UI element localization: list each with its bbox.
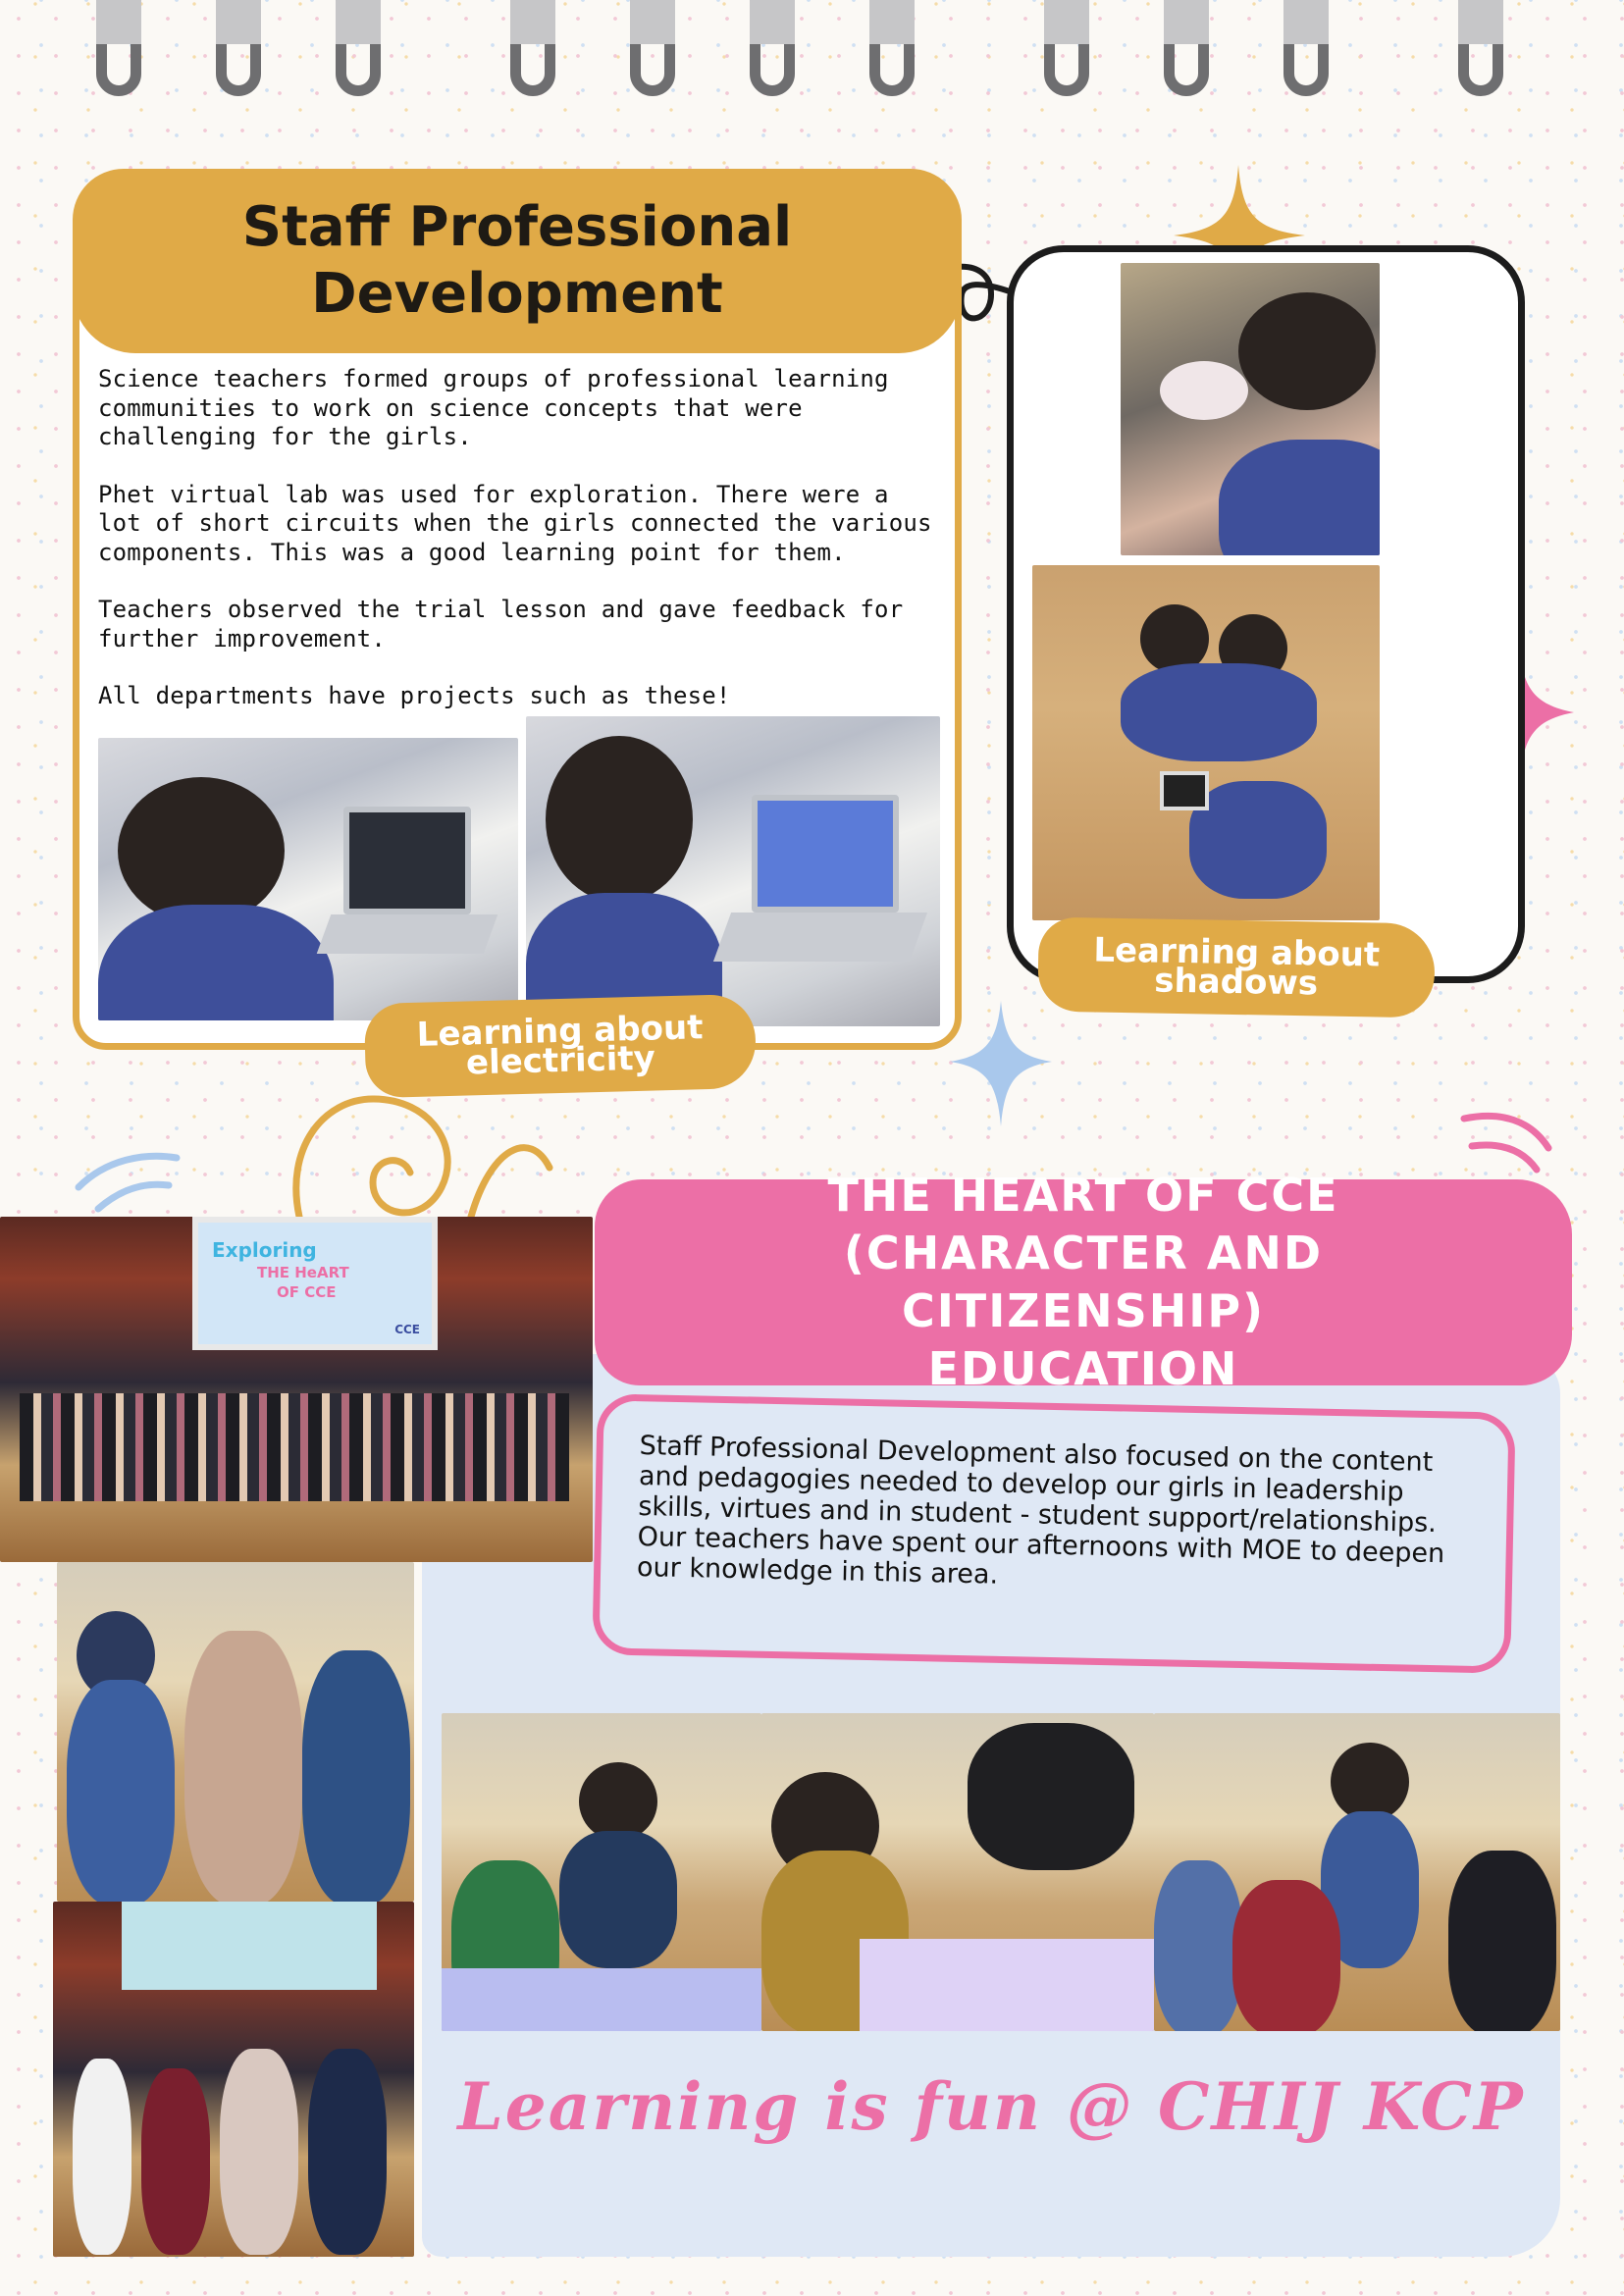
shadows-label-text: Learning about shadows bbox=[1093, 930, 1381, 1004]
student-uniform bbox=[1189, 781, 1327, 899]
student-hair bbox=[118, 777, 285, 924]
screen-text: THE HeART bbox=[257, 1264, 349, 1281]
staff-pd-paragraph: Teachers observed the trial lesson and gave feedback for further improvement. bbox=[98, 596, 904, 652]
staff-pd-text bbox=[98, 365, 942, 740]
staff-pd-header bbox=[73, 169, 962, 353]
shadows-label bbox=[1037, 916, 1436, 1018]
teacher-figure bbox=[184, 1631, 302, 1902]
blue-sparkle-icon bbox=[950, 1001, 1052, 1126]
teacher-figure bbox=[559, 1831, 677, 1968]
footer-tagline: Learning is fun @ CHIJ KCP bbox=[457, 2068, 1525, 2145]
cce-workshop-photo-2 bbox=[761, 1713, 1154, 2031]
cce-workshop-photo-3 bbox=[1154, 1713, 1560, 2031]
teacher-figure bbox=[1154, 1860, 1242, 2031]
teacher-figure bbox=[73, 2059, 131, 2255]
cce-activity-photo-2 bbox=[53, 1902, 414, 2257]
teacher-figure bbox=[141, 2068, 210, 2255]
teacher-head bbox=[1331, 1743, 1409, 1821]
cce-activity-photo-1 bbox=[57, 1562, 414, 1902]
gold-swirl-icon bbox=[296, 1099, 447, 1217]
teacher-figure bbox=[1448, 1851, 1556, 2031]
teacher-figure bbox=[968, 1723, 1134, 1870]
staff-pd-paragraph: Science teachers formed groups of professional learning communities to work on science concepts that were challenging for the girls. bbox=[98, 365, 889, 450]
laptop-screen bbox=[343, 807, 471, 914]
student-hair bbox=[546, 736, 693, 903]
staff-pd-title: Staff Professional Development bbox=[241, 195, 793, 326]
teacher-head bbox=[579, 1762, 657, 1841]
cce-body-text: Staff Professional Development also focused on the content and pedagogies needed to develop our girls in leadership skills, virtues and in student - student support/relationships. Our teachers have spent our afternoons with MOE to deepen our knowledge in this area. bbox=[636, 1431, 1445, 1591]
laptop-screen bbox=[752, 795, 899, 913]
motion-mark-icon bbox=[1472, 1145, 1537, 1170]
cce-header bbox=[595, 1169, 1572, 1395]
teacher-figure bbox=[308, 2049, 387, 2255]
table bbox=[442, 1968, 761, 2031]
cce-hall-photo bbox=[0, 1217, 593, 1562]
screen-logo: CCE bbox=[394, 1323, 420, 1336]
teacher-figure bbox=[67, 1680, 175, 1902]
electricity-photo-1 bbox=[98, 738, 518, 1020]
laptop-base bbox=[713, 913, 927, 962]
laptop-base bbox=[317, 914, 498, 954]
shadows-photo-1 bbox=[1121, 263, 1380, 555]
electricity-photo-2 bbox=[526, 716, 940, 1026]
projector-screen bbox=[122, 1902, 377, 1990]
student-uniform bbox=[1121, 663, 1317, 761]
cce-workshop-photo-1 bbox=[442, 1713, 761, 2031]
student-uniform bbox=[1219, 440, 1380, 555]
shadow-puppet bbox=[1160, 361, 1248, 420]
screen-text: OF CCE bbox=[277, 1283, 337, 1301]
electricity-label bbox=[364, 994, 757, 1098]
projector-screen bbox=[192, 1217, 438, 1350]
cce-title: THE HEART OF CCE (CHARACTER AND CITIZENSHIP) EDUCATION bbox=[827, 1169, 1339, 1395]
teacher-figure bbox=[1232, 1880, 1340, 2031]
gold-swirl-icon bbox=[471, 1148, 550, 1217]
shadows-photo-2 bbox=[1032, 565, 1380, 920]
teacher-figure bbox=[302, 1650, 410, 1902]
screen-text: Exploring bbox=[212, 1238, 317, 1262]
teacher-figure bbox=[220, 2049, 298, 2255]
tablet bbox=[1160, 771, 1209, 810]
staff-pd-paragraph: All departments have projects such as these! bbox=[98, 682, 731, 709]
electricity-label-text: Learning about electricity bbox=[416, 1008, 704, 1083]
group-of-teachers bbox=[20, 1393, 569, 1501]
staff-pd-paragraph: Phet virtual lab was used for exploration. There were a lot of short circuits when the girls connected the various components. This was a good learning point for them. bbox=[98, 480, 932, 566]
student-uniform bbox=[98, 905, 334, 1020]
student-hair bbox=[1238, 292, 1376, 410]
motion-mark-icon bbox=[98, 1184, 169, 1209]
table bbox=[860, 1939, 1154, 2031]
